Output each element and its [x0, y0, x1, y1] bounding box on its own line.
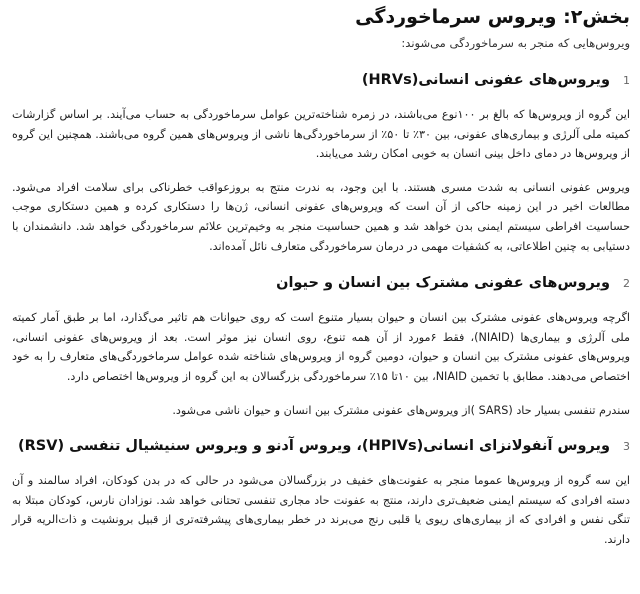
section-title: ویروس‌های عفونی مشترک بین انسان و حیوان [276, 275, 610, 292]
page-title: بخش۲: ویروس سرماخوردگی [355, 6, 630, 28]
paragraph: این سه گروه از ویروس‌ها عموما منجر به عفونت‌های خفیف در بزرگسالان می‌شود در حالی که در بدن کودکان، افراد سالمند و آن دسته افرادی که سیستم ایمنی ضعیف‌تری دارند، منتج به عفونت حاد مجاری تنفسی تحتانی خواهد شد. نوزادان نارس، کودکان مبتلا به تنگی نفس و افرادی که از بیماری‌های ریوی یا قلبی رنج می‌برند در خطر بیماری‌های پیشرفته‌تری از قبیل برونشیت و ذات‌الریه قرار دارند. [12, 474, 630, 546]
paragraph: این گروه از ویروس‌ها که بالغ بر ۱۰۰نوع می‌باشند، در زمره شناخته‌ترین عوامل سرماخوردگی به حساب می‌آیند. بر اساس گزارشات کمیته ملی آلرژی و بیماری‌های عفونی، بین ۳۰٪ تا ۵۰٪ از سرماخوردگی‌ها ناشی از ویروس‌های همین گروه می‌باشند. همچنین این گروه از ویروس‌ها در دمای داخل بینی انسان به خوبی امکان رشد می‌یابند. [12, 108, 630, 161]
section-heading-zoonotic [12, 273, 630, 294]
paragraph: اگرچه ویروس‌های عفونی مشترک بین انسان و حیوان بسیار متنوع است که روی حیوانات هم تاثیر می‌گذارد، اما بر طبق آمار کمیته ملی آلرژی و بیماری‌ها (NIAID)، فقط ۶مورد از آن همه تنوع، روی انسان نیز موثر است. بعد از ویروس‌های عفونی انسانی، ویروس‌های عفونی مشترک بین انسان و حیوان، دومین گروه از ویروس‌های شناخته شده عوامل سرماخوردگی‌های متعارف را به خود اختصاص می‌دهند. مطابق با تخمین NIAID، بین ۱۰تا ۱۵٪ سرماخوردگی بزرگسالان به این گروه از ویروس‌ها اختصاص دارد. [12, 311, 631, 383]
paragraph: ویروس عفونی انسانی به شدت مسری هستند. با این وجود، به ندرت منتج به بروزعواقب خطرناکی برای سلامت افراد می‌شود. مطالعات اخیر در این زمینه حاکی از آن است که ویروس‌های عفونی انسانی، ژن‌ها را دستکاری کرده و همین دستکاری موجب حساسیت افراطی سیستم ایمنی بدن خواهد شد و همین حساسیت منجر به وخیم‌ترین علائم سرماخوردگی خواهد شد. دانشمندان با دستیابی به چنین اطلاعاتی، به کشفیات مهمی در درمان سرماخوردگی متعارف نائل آمده‌اند. [12, 180, 630, 253]
paragraph: سندرم تنفسی بسیار حاد (SARS )از ویروس‌های عفونی مشترک بین انسان و حیوان ناشی می‌شود. [172, 403, 630, 417]
section-heading-hpivs-rsv [12, 436, 630, 457]
section-title: ویروس‌های عفونی انسانی(HRVs) [361, 72, 610, 88]
section-number: 3 [623, 440, 630, 454]
intro-text: ویروس‌هایی که منجر به سرماخوردگی می‌شوند: [401, 36, 630, 50]
section-heading-hrvs [12, 70, 630, 91]
section-title: ویروس آنفولانزای انسانی(HPIVs)، ویروس آدنو و ویروس سنیشیال تنفسی (RSV) [18, 438, 610, 455]
section-number: 2 [623, 277, 630, 291]
section-number: 1 [623, 74, 630, 87]
